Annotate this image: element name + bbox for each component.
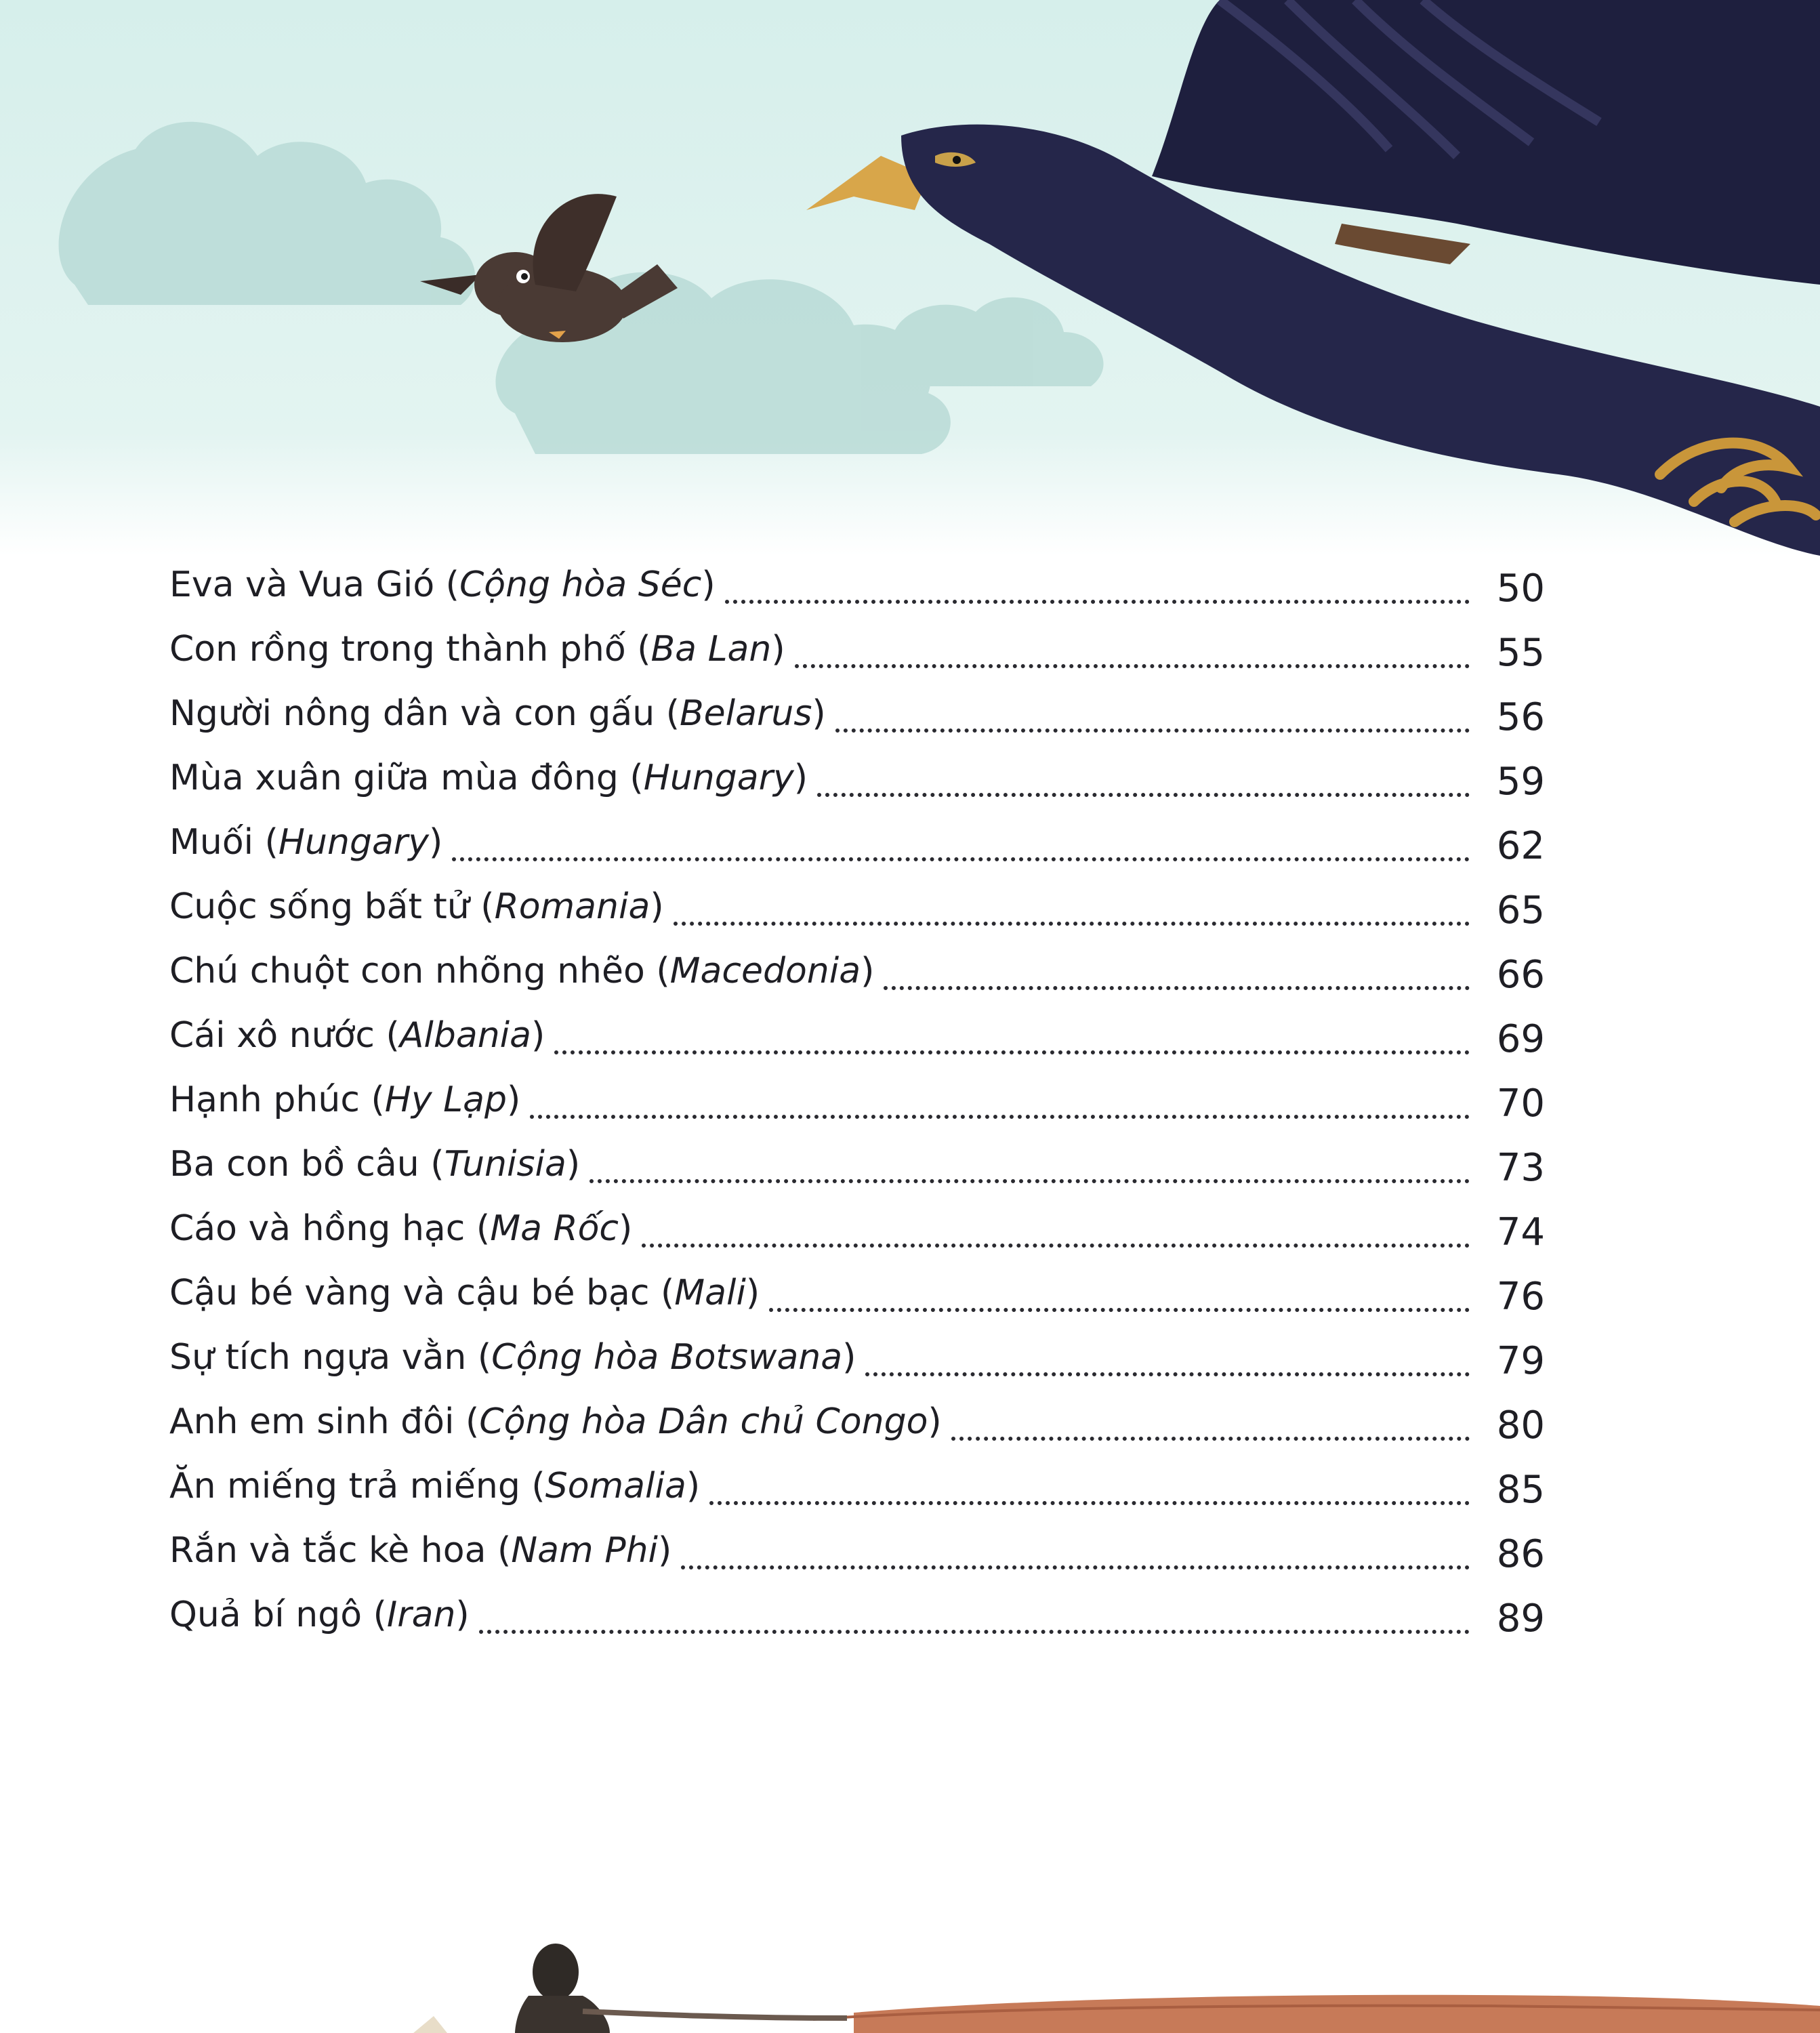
toc-entry-title: Ăn miếng trả miếng (Somalia) <box>169 1466 701 1506</box>
toc-entry-title: Chú chuột con nhõng nhẽo (Macedonia) <box>169 951 875 991</box>
toc-entry-title: Muối (Hungary) <box>169 822 443 863</box>
toc-entry-title: Mùa xuân giữa mùa đông (Hungary) <box>169 758 808 798</box>
story-title: Người nông dân và con gấu <box>169 693 655 734</box>
toc-entry <box>169 1521 1545 1586</box>
toc-entry <box>169 749 1545 813</box>
bottom-illustration <box>0 1938 1820 2033</box>
story-country: Macedonia <box>669 951 861 991</box>
story-title: Cáo và hồng hạc <box>169 1208 466 1249</box>
page-number: 86 <box>1496 1532 1545 1576</box>
page-number: 55 <box>1496 631 1545 675</box>
toc-entry-title: Cậu bé vàng và cậu bé bạc (Mali) <box>169 1273 760 1313</box>
toc-entry-title: Cái xô nước (Albania) <box>169 1015 545 1056</box>
dot-leader <box>835 728 1470 733</box>
dot-leader <box>769 1308 1470 1312</box>
story-title: Eva và Vua Gió <box>169 564 435 605</box>
toc-entry-title: Anh em sinh đôi (Cộng hòa Dân chủ Congo) <box>169 1401 942 1442</box>
story-title: Anh em sinh đôi <box>169 1401 455 1442</box>
toc-entry <box>169 1006 1545 1071</box>
page-number: 59 <box>1496 760 1545 804</box>
top-illustration <box>0 0 1820 556</box>
story-title: Quả bí ngô <box>169 1595 363 1635</box>
story-title: Hạnh phúc <box>169 1080 360 1120</box>
toc-entry <box>169 813 1545 878</box>
story-country: Iran <box>386 1595 456 1635</box>
toc-entry <box>169 1328 1545 1393</box>
story-title: Mùa xuân giữa mùa đông <box>169 758 619 798</box>
story-title: Cậu bé vàng và cậu bé bạc <box>169 1273 650 1313</box>
toc-entry-title: Cáo và hồng hạc (Ma Rốc) <box>169 1208 633 1249</box>
dot-leader <box>681 1565 1470 1569</box>
story-country: Mali <box>674 1273 746 1313</box>
page-number: 66 <box>1496 953 1545 997</box>
toc-entry-title: Con rồng trong thành phố (Ba Lan) <box>169 629 785 670</box>
toc-entry-title: Rắn và tắc kè hoa (Nam Phi) <box>169 1530 672 1571</box>
toc-entry-title: Sự tích ngựa vằn (Cộng hòa Botswana) <box>169 1337 856 1378</box>
page-number: 74 <box>1496 1210 1545 1254</box>
person-icon <box>515 1944 847 2033</box>
ground-strip <box>854 1995 1820 2033</box>
dot-leader <box>452 857 1470 861</box>
table-of-contents <box>169 556 1545 1650</box>
story-country: Nam Phi <box>511 1530 658 1571</box>
story-title: Cuộc sống bất tử <box>169 886 470 927</box>
dot-leader <box>530 1115 1470 1119</box>
page-number: 80 <box>1496 1403 1545 1447</box>
toc-entry-title: Ba con bồ câu (Tunisia) <box>169 1144 581 1185</box>
story-country: Albania <box>399 1015 531 1056</box>
story-country: Hy Lạp <box>384 1080 507 1120</box>
toc-entry <box>169 1135 1545 1199</box>
dot-leader <box>642 1244 1470 1248</box>
story-country: Hungary <box>278 822 429 863</box>
toc-entry <box>169 1457 1545 1521</box>
dot-leader <box>951 1437 1470 1441</box>
page-number: 56 <box>1496 695 1545 739</box>
page-number: 70 <box>1496 1082 1545 1126</box>
toc-entry <box>169 1586 1545 1650</box>
dot-leader <box>709 1501 1470 1505</box>
page-number: 85 <box>1496 1468 1545 1512</box>
toc-entry <box>169 1264 1545 1328</box>
dot-leader <box>884 986 1470 990</box>
dot-leader <box>865 1372 1470 1376</box>
story-title: Con rồng trong thành phố <box>169 629 626 670</box>
toc-entry-title: Cuộc sống bất tử (Romania) <box>169 886 664 927</box>
story-country: Somalia <box>545 1466 686 1506</box>
story-title: Chú chuột con nhõng nhẽo <box>169 951 645 991</box>
toc-entry <box>169 1393 1545 1457</box>
story-country: Cộng hòa Dân chủ Congo <box>479 1401 928 1442</box>
page-number: 50 <box>1496 567 1545 611</box>
page-number: 79 <box>1496 1339 1545 1383</box>
toc-entry-title: Eva và Vua Gió (Cộng hòa Séc) <box>169 564 716 605</box>
toc-entry <box>169 556 1545 620</box>
story-title: Sự tích ngựa vằn <box>169 1337 467 1378</box>
page-number: 73 <box>1496 1146 1545 1190</box>
dot-leader <box>674 922 1470 926</box>
page-number: 62 <box>1496 824 1545 868</box>
story-title: Ăn miếng trả miếng <box>169 1466 520 1506</box>
toc-entry-title: Hạnh phúc (Hy Lạp) <box>169 1080 521 1120</box>
story-country: Ba Lan <box>650 629 772 670</box>
dot-leader <box>554 1050 1470 1054</box>
dot-leader <box>590 1179 1470 1183</box>
toc-entry-title: Quả bí ngô (Iran) <box>169 1595 470 1635</box>
story-title: Cái xô nước <box>169 1015 375 1056</box>
page-number: 69 <box>1496 1017 1545 1061</box>
story-title: Muối <box>169 822 254 863</box>
page-number: 65 <box>1496 888 1545 932</box>
page-number: 89 <box>1496 1597 1545 1641</box>
story-title: Ba con bồ câu <box>169 1144 419 1185</box>
toc-entry <box>169 684 1545 749</box>
story-country: Hungary <box>643 758 794 798</box>
story-country: Belarus <box>680 693 812 734</box>
page-number: 76 <box>1496 1275 1545 1319</box>
toc-entry-title: Người nông dân và con gấu (Belarus) <box>169 693 826 734</box>
story-country: Tunisia <box>444 1144 566 1185</box>
dot-leader <box>479 1630 1470 1634</box>
dot-leader <box>725 600 1470 604</box>
story-country: Romania <box>494 886 650 927</box>
story-country: Ma Rốc <box>490 1208 619 1249</box>
toc-entry <box>169 878 1545 942</box>
story-title: Rắn và tắc kè hoa <box>169 1530 487 1571</box>
story-country: Cộng hòa Séc <box>459 564 702 605</box>
toc-entry <box>169 620 1545 684</box>
story-country: Cộng hòa Botswana <box>491 1337 843 1378</box>
toc-entry <box>169 1199 1545 1264</box>
dot-leader <box>795 664 1470 668</box>
toc-entry <box>169 1071 1545 1135</box>
toc-entry <box>169 942 1545 1006</box>
dot-leader <box>817 793 1470 797</box>
